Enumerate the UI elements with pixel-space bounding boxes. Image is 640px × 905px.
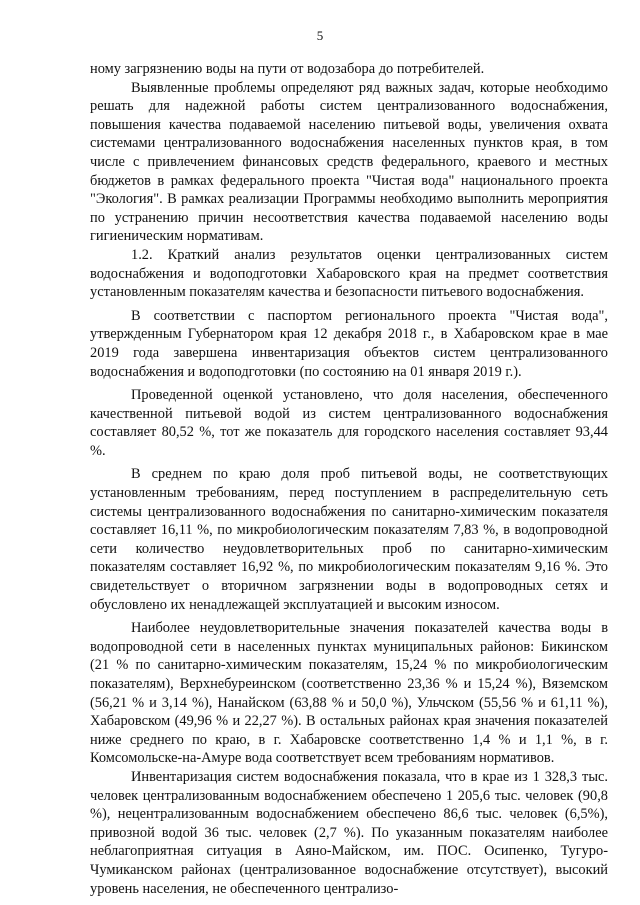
paragraph-inventory-results: Инвентаризация систем водоснабжения показала, что в крае из 1 328,3 тыс. человек централизованным водоснабжением обеспечено 1 205,6 тыс. человек (90,8 %), нецентрализованным водоснабжением обеспечено 86,6 тыс. человек (6,5%), привозной водой 36 тыс. человек (2,7 %). По указанным показателям наиболее неблагоприятная ситуация в Аяно-Майском, им. ПОС. Осипенко, Тугуро-Чумиканском районах (централизованное водоснабжение отсутствует), высокий уровень населения, не обеспеченного централизо- <box>90 768 608 897</box>
paragraph-population-share: Проведенной оценкой установлено, что доля населения, обеспеченного качественной питьевой водой из систем централизованного водоснабжения составляет 80,52 %, тот же показатель для городского населения составляет 93,44 %. <box>90 387 608 459</box>
paragraph-section-1-2-heading: 1.2. Краткий анализ результатов оценки централизованных систем водоснабжения и водоподготовки Хабаровского края на предмет соответствия установленным показателям качества и безопасности питьевого водоснабжения. <box>90 246 608 301</box>
paragraph-continuation: ному загрязнению воды на пути от водозабора до потребителей. <box>90 61 485 77</box>
document-body <box>90 60 608 898</box>
paragraph-regional-project-passport: В соответствии с паспортом регионального проекта "Чистая вода", утвержденным Губернатором края 12 декабря 2018 г., в Хабаровском крае в мае 2019 года завершена инвентаризация объектов систем централизованного водоснабжения и водоподготовки (по состоянию на 01 января 2019 г.). <box>90 307 608 380</box>
paragraph-worst-districts: Наиболее неудовлетворительные значения показателей качества воды в водопроводной сети в населенных пунктах муниципальных районов: Бикинском (21 % по санитарно-химическим показателям, 15,24 % по микробиологическим показателям), Верхнебуреинском (соответственно 23,36 % и 15,24 %), Вяземском (56,21 % и 3,14 %), Нанайском (63,88 % и 50,0 %), Ульчском (55,56 % и 61,11 %), Хабаровском (49,96 % и 22,27 %). В остальных районах края значения показателей ниже среднего по краю, в г. Хабаровске соответственно 1,4 % и 1,1 %, в г. Комсомольске-на-Амуре вода соответствует всем требованиям нормативов. <box>90 620 608 767</box>
page-number: 5 <box>316 28 324 43</box>
paragraph-sample-averages: В среднем по краю доля проб питьевой воды, не соответствующих установленным требованиям, перед поступлением в распределительную сеть системы централизованного водоснабжения по санитарно-химическим показателя составляет 16,11 %, по микробиологическим показателям 7,83 %, в водопроводной сети количество неудовлетворительных проб по санитарно-химическим показателям составляет 16,92 %, по микробиологическим показателям 9,16 %. Это свидетельствует о вторичном загрязнении воды в водопроводных сетях и обусловлено их ненадлежащей эксплуатацией и высоким износом. <box>90 466 608 613</box>
paragraph-identified-problems: Выявленные проблемы определяют ряд важных задач, которые необходимо решать для надежной работы систем централизованного водоснабжения, повышения качества подаваемой населению питьевой воды, увеличения охвата системами централизованного водоснабжения населенных пунктов края, в том числе с привлечением финансовых средств федерального, краевого и местных бюджетов в рамках федерального проекта "Чистая вода" национального проекта "Экология". В рамках реализации Программы необходимо выполнить мероприятия по устранению причин несоответствия качества подаваемой населению воды гигиеническим нормативам. <box>90 79 608 245</box>
